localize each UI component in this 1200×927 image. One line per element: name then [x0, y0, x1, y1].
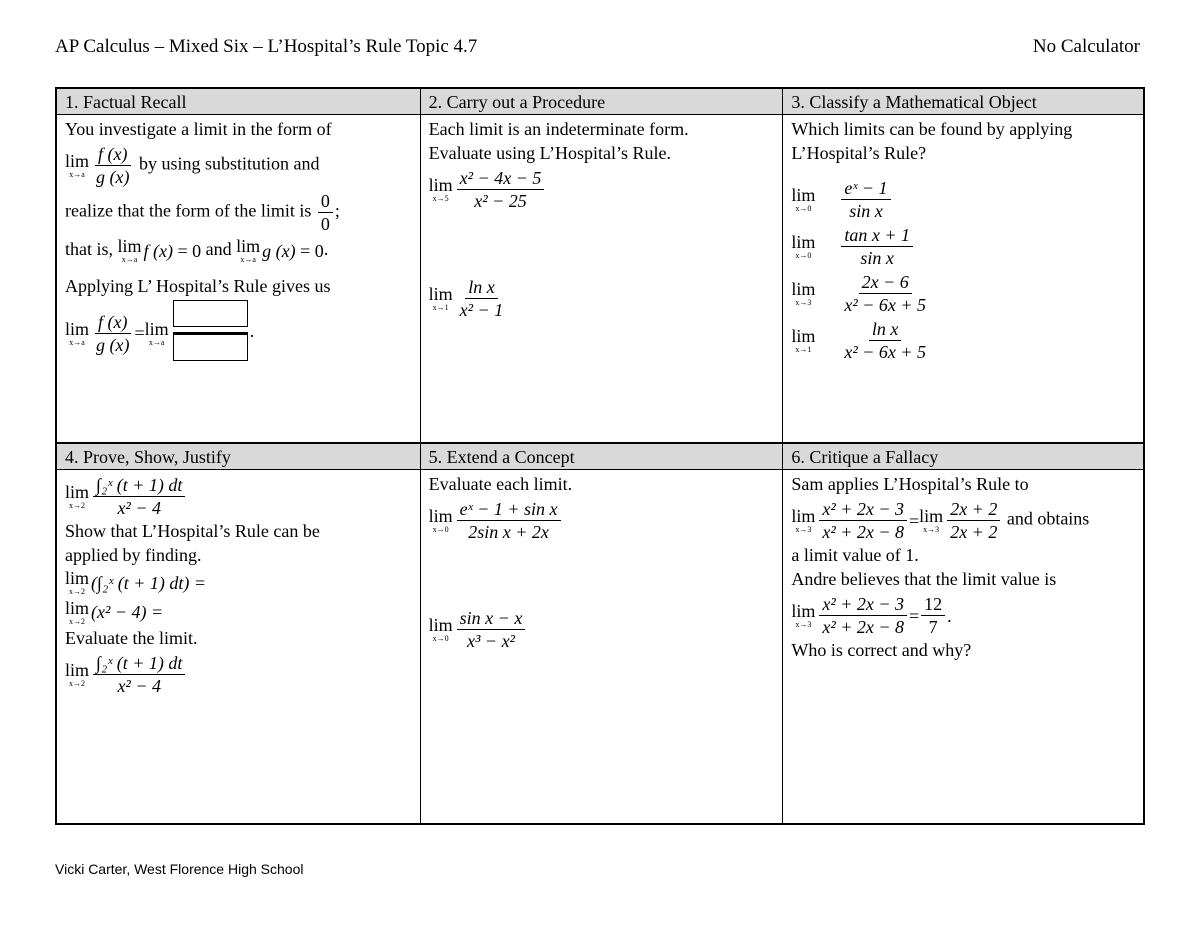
- lim-sub: x→a: [148, 337, 165, 347]
- text: and: [205, 239, 232, 259]
- lim: lim: [144, 318, 169, 339]
- denominator: x³ − x²: [467, 631, 515, 651]
- lim-sub: x→1: [432, 303, 449, 312]
- text: .: [323, 239, 329, 259]
- cell-carry-out-procedure: [420, 89, 783, 442]
- text: .: [249, 321, 255, 342]
- equals: =: [909, 510, 920, 531]
- lim: lim: [65, 318, 90, 339]
- text: L’Hospital’s Rule?: [791, 143, 927, 163]
- numerator: ln x: [465, 276, 498, 299]
- lim: lim: [428, 615, 453, 635]
- grid-row-1: [57, 89, 1143, 442]
- expr: = 0: [300, 240, 324, 261]
- lim-sub: x→a: [121, 255, 138, 265]
- lim: lim: [117, 236, 142, 257]
- lim: lim: [65, 597, 90, 618]
- numerator: sin x − x: [457, 607, 526, 630]
- lim: lim: [65, 151, 90, 171]
- text: Sam applies L’Hospital’s Rule to: [791, 474, 1029, 494]
- text: and obtains: [1006, 508, 1090, 529]
- cell-heading: 1. Factual Recall: [57, 89, 420, 115]
- lim-sub: x→2: [69, 587, 85, 597]
- numerator: x² − 4x − 5: [457, 167, 545, 190]
- denominator: x² − 25: [474, 191, 527, 211]
- text: applied by finding.: [65, 545, 202, 565]
- text: Which limits can be found by applying: [791, 119, 1073, 139]
- lim: lim: [791, 506, 816, 526]
- lim: lim: [428, 284, 453, 304]
- cell-heading: 6. Critique a Fallacy: [783, 444, 1143, 470]
- lim-sub: x→0: [432, 525, 449, 534]
- lim-sub: x→1: [795, 345, 812, 354]
- lim: lim: [791, 326, 816, 346]
- numerator: 2x + 2: [947, 498, 1000, 521]
- denominator: sin x: [860, 248, 894, 268]
- lim-sub: x→a: [69, 337, 85, 347]
- text: Who is correct and why?: [791, 640, 972, 660]
- denominator: 0: [320, 214, 330, 234]
- denominator: x² + 2x − 8: [822, 617, 905, 637]
- lim-sub: x→3: [795, 525, 812, 534]
- denominator: g (x): [96, 334, 130, 355]
- lim-sub: x→3: [795, 620, 812, 629]
- numerator: ∫₂ˣ (t + 1) dt: [93, 474, 185, 497]
- lim-sub: x→2: [69, 501, 85, 510]
- cell-extend-concept: [420, 444, 783, 823]
- numerator: x² + 2x − 3: [819, 593, 907, 616]
- lim: lim: [65, 659, 90, 680]
- text: Evaluate each limit.: [428, 474, 573, 494]
- numerator: f (x): [95, 143, 130, 166]
- footer-credit: Vicki Carter, West Florence High School: [55, 861, 304, 877]
- cell-heading: 4. Prove, Show, Justify: [57, 444, 420, 470]
- numerator: 0: [318, 190, 333, 213]
- answer-box-numerator[interactable]: [173, 300, 248, 327]
- lim: lim: [791, 601, 816, 621]
- lim: lim: [791, 232, 816, 252]
- text: Each limit is an indeterminate form.: [428, 119, 689, 139]
- numerator: x² + 2x − 3: [819, 498, 907, 521]
- denominator: x² − 4: [117, 498, 161, 518]
- denominator: x² − 6x + 5: [844, 295, 927, 315]
- lim-sub: x→5: [432, 194, 449, 203]
- cell-classify-object: [782, 89, 1143, 442]
- expr: (x² − 4) =: [91, 602, 164, 623]
- cell-heading: 5. Extend a Concept: [421, 444, 783, 470]
- lim-sub: x→3: [795, 298, 812, 307]
- equals: =: [909, 605, 920, 626]
- expr: = 0: [177, 240, 202, 261]
- lim-sub: x→3: [923, 525, 940, 534]
- denominator: 2sin x + 2x: [468, 522, 549, 542]
- denominator: 7: [928, 617, 938, 637]
- text: realize that the form of the limit is: [65, 200, 312, 221]
- lim: lim: [791, 279, 816, 299]
- text: Andre believes that the limit value is: [791, 569, 1057, 589]
- text: Show that L’Hospital’s Rule can be: [65, 521, 320, 541]
- lim-sub: x→0: [432, 634, 449, 643]
- denominator: x² + 2x − 8: [822, 522, 905, 542]
- expr: (∫₂ˣ (t + 1) dt) =: [91, 572, 207, 593]
- text: Applying L’ Hospital’s Rule gives us: [65, 276, 331, 297]
- cell-critique-fallacy: 6. Critique a Fallacy Sam applies L’Hospital’s Rule to lim x→3 $\frac{\text{x² + 2x − 3}}{\text{x² + 2x − 8}}$ = lim x→3 $\frac{2x + 2}{2x + 2}$ and obtains a limit value of 1. Andre believes that the limit value is lim x→3 $\frac{\text{x² + 2x − 3}}{\text{x² + 2x − 8}}$ = $\frac{12}{7}$ . Who is correct and why?: [782, 444, 1143, 823]
- denominator: g (x): [96, 167, 130, 187]
- text: ;: [334, 200, 340, 221]
- lim-sub: x→2: [69, 678, 85, 688]
- lim: lim: [236, 236, 261, 257]
- grid-row-2: [57, 442, 1143, 823]
- text: Evaluate using L’Hospital’s Rule.: [428, 143, 671, 163]
- denominator: x² − 6x + 5: [844, 342, 927, 362]
- denominator: x² − 1: [459, 300, 504, 320]
- expr: f (x): [143, 240, 173, 261]
- lim: lim: [428, 506, 453, 526]
- cell-heading: 3. Classify a Mathematical Object: [783, 89, 1143, 115]
- denominator: sin x: [849, 201, 883, 221]
- text: a limit value of 1.: [791, 545, 919, 565]
- text: by using substitution and: [139, 153, 320, 174]
- denominator: x² − 4: [117, 675, 161, 696]
- cell-prove-show-justify: [57, 444, 420, 823]
- problem-grid: [55, 87, 1145, 825]
- numerator: eˣ − 1 + sin x: [457, 498, 561, 521]
- text: Evaluate the limit.: [65, 627, 198, 648]
- cell-factual-recall: [57, 89, 420, 442]
- answer-box-denominator[interactable]: [173, 334, 248, 361]
- lim-sub: x→0: [795, 251, 812, 260]
- equals: =: [134, 323, 145, 344]
- numerator: ln x: [869, 318, 902, 341]
- numerator: 12: [921, 593, 945, 616]
- lim: lim: [428, 175, 453, 195]
- numerator: f (x): [95, 311, 130, 334]
- lim: lim: [65, 568, 90, 589]
- lim: lim: [791, 185, 816, 205]
- page-title: AP Calculus – Mixed Six – L’Hospital’s Rule Topic 4.7: [55, 36, 478, 57]
- numerator: 2x − 6: [859, 271, 912, 294]
- numerator: eˣ − 1: [841, 177, 890, 200]
- calculator-note: No Calculator: [1032, 36, 1140, 57]
- numerator: tan x + 1: [841, 224, 913, 247]
- text: that is,: [65, 239, 113, 259]
- lim-sub: x→2: [69, 616, 85, 626]
- cell-heading: 2. Carry out a Procedure: [421, 89, 783, 115]
- lim-sub: x→0: [795, 204, 812, 213]
- lim: lim: [919, 506, 944, 526]
- text: You investigate a limit in the form of: [65, 119, 332, 139]
- lim-sub: x→a: [69, 170, 85, 179]
- lim-sub: x→a: [240, 255, 256, 265]
- lim: lim: [65, 482, 90, 502]
- numerator: ∫₂ˣ (t + 1) dt: [93, 652, 185, 675]
- denominator: 2x + 2: [950, 522, 998, 542]
- expr: g (x): [262, 240, 296, 261]
